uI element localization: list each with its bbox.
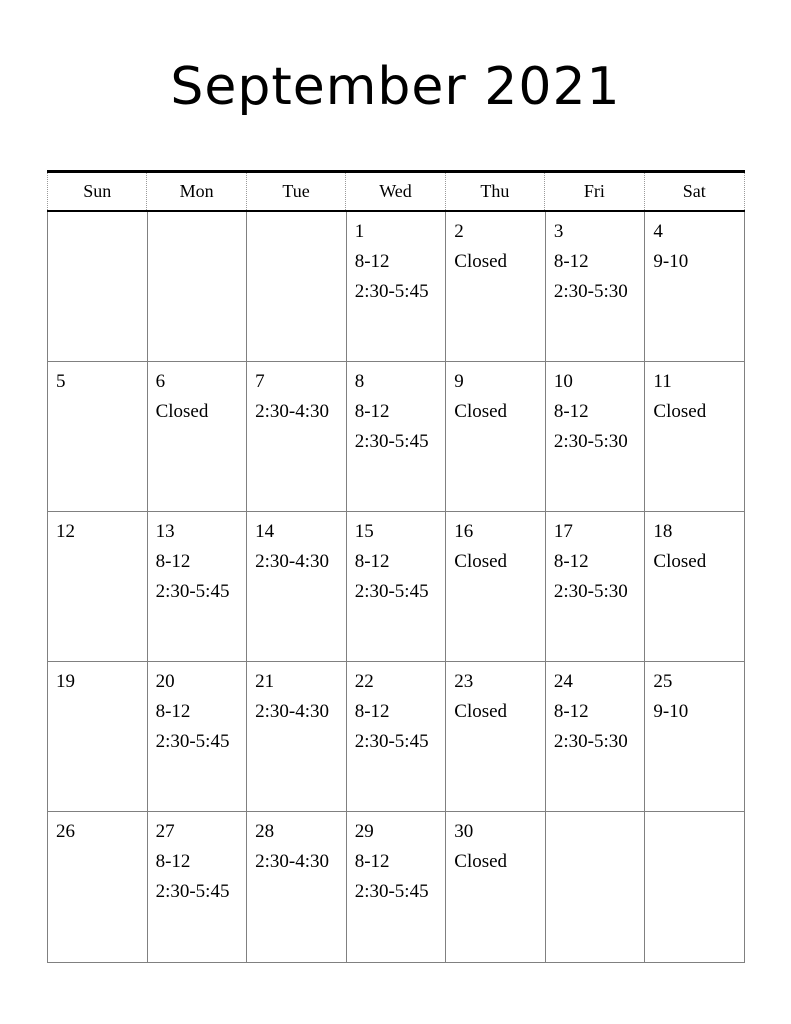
day-number: 25 <box>653 671 673 692</box>
page-title: September 2021 <box>170 57 621 117</box>
day-number: 18 <box>653 521 673 542</box>
day-cell <box>347 362 447 512</box>
day-cell <box>148 512 248 662</box>
day-cell <box>247 662 347 812</box>
day-grid <box>47 212 745 963</box>
day-cell <box>48 812 148 962</box>
day-number: 27 <box>155 821 175 842</box>
hours-text: 2:30-5:30 <box>553 581 628 602</box>
hours-text: 9-10 <box>653 701 689 722</box>
day-number: 8 <box>354 371 365 392</box>
day-number: 4 <box>653 221 663 242</box>
empty-day-cell <box>48 212 148 362</box>
day-cell <box>148 362 248 512</box>
day-cell <box>446 512 546 662</box>
day-number: 28 <box>255 821 275 842</box>
day-number: 21 <box>255 671 275 692</box>
weekday-thu: Thu <box>446 173 545 210</box>
hours-text: 8-12 <box>354 701 390 722</box>
day-number: 26 <box>56 821 75 842</box>
day-cell <box>546 212 646 362</box>
day-cell <box>446 662 546 812</box>
day-cell <box>48 662 148 812</box>
day-number: 13 <box>155 521 175 542</box>
day-number: 10 <box>553 371 573 392</box>
day-cell <box>546 512 646 662</box>
hours-text: 2:30-5:45 <box>155 581 230 602</box>
closed-label: Closed <box>454 851 508 872</box>
hours-text: 2:30-4:30 <box>255 851 330 872</box>
closed-label: Closed <box>653 551 707 572</box>
hours-text: 2:30-5:30 <box>553 731 628 752</box>
hours-text: 8-12 <box>155 551 191 572</box>
hours-text: 2:30-5:45 <box>155 881 230 902</box>
weekday-sat: Sat <box>682 181 706 201</box>
day-cell <box>446 812 546 962</box>
day-cell <box>247 512 347 662</box>
day-cell <box>446 212 546 362</box>
weekday-fri: Fri <box>545 173 644 210</box>
day-number: 3 <box>553 221 564 242</box>
day-cell <box>148 662 248 812</box>
day-number: 11 <box>653 371 672 392</box>
day-number: 6 <box>155 371 166 392</box>
hours-text: 2:30-5:45 <box>354 581 429 602</box>
day-number: 2 <box>454 221 464 242</box>
day-number: 5 <box>56 371 66 392</box>
closed-label: Closed <box>454 401 508 422</box>
closed-label: Closed <box>454 251 508 272</box>
hours-text: 8-12 <box>354 401 390 422</box>
hours-text: 8-12 <box>553 251 589 272</box>
empty-day-cell <box>148 212 248 362</box>
hours-text: 2:30-5:45 <box>354 281 429 302</box>
day-cell <box>645 512 745 662</box>
day-number: 20 <box>155 671 175 692</box>
empty-day-cell <box>247 212 347 362</box>
weekday-sun: Sun <box>48 173 147 210</box>
closed-label: Closed <box>653 401 707 422</box>
day-cell <box>446 362 546 512</box>
day-number: 30 <box>454 821 474 842</box>
empty-day-cell <box>645 812 745 962</box>
day-number: 12 <box>56 521 75 542</box>
day-cell <box>247 362 347 512</box>
day-number: 7 <box>255 371 265 392</box>
weekday-tue: Tue <box>247 173 346 210</box>
day-cell <box>347 662 447 812</box>
day-cell <box>347 512 447 662</box>
weekday-header <box>47 173 745 210</box>
empty-day-cell <box>546 812 646 962</box>
day-cell <box>645 662 745 812</box>
hours-text: 9-10 <box>653 251 689 272</box>
day-cell <box>347 812 447 962</box>
hours-text: 2:30-5:30 <box>553 281 628 302</box>
hours-text: 8-12 <box>553 551 589 572</box>
day-number: 14 <box>255 521 275 542</box>
day-cell <box>247 812 347 962</box>
day-cell <box>48 512 148 662</box>
closed-label: Closed <box>454 701 508 722</box>
hours-text: 2:30-5:45 <box>354 881 429 902</box>
day-cell <box>546 662 646 812</box>
hours-text: 8-12 <box>354 551 390 572</box>
day-number: 16 <box>454 521 474 542</box>
hours-text: 2:30-5:45 <box>155 731 230 752</box>
day-number: 9 <box>454 371 464 392</box>
day-number: 23 <box>454 671 474 692</box>
hours-text: 2:30-5:30 <box>553 431 628 452</box>
calendar <box>47 170 745 963</box>
day-cell <box>546 362 646 512</box>
hours-text: 8-12 <box>155 701 191 722</box>
hours-text: 2:30-4:30 <box>255 401 330 422</box>
day-number: 17 <box>553 521 573 542</box>
hours-text: 8-12 <box>155 851 191 872</box>
hours-text: 2:30-5:45 <box>354 731 429 752</box>
weekday-wed: Wed <box>346 173 445 210</box>
hours-text: 2:30-4:30 <box>255 701 330 722</box>
day-number: 24 <box>553 671 573 692</box>
closed-label: Closed <box>454 551 508 572</box>
hours-text: 8-12 <box>354 851 390 872</box>
day-number: 15 <box>354 521 374 542</box>
hours-text: 2:30-4:30 <box>255 551 330 572</box>
hours-text: 2:30-5:45 <box>354 431 429 452</box>
closed-label: Closed <box>155 401 209 422</box>
hours-text: 8-12 <box>553 701 589 722</box>
day-cell <box>645 362 745 512</box>
day-number: 22 <box>354 671 374 692</box>
day-number: 29 <box>354 821 374 842</box>
hours-text: 8-12 <box>553 401 589 422</box>
hours-text: 8-12 <box>354 251 390 272</box>
day-number: 1 <box>354 221 365 242</box>
day-cell <box>645 212 745 362</box>
day-number: 19 <box>56 671 75 692</box>
day-cell <box>148 812 248 962</box>
day-cell <box>48 362 148 512</box>
weekday-mon: Mon <box>147 173 246 210</box>
day-cell <box>347 212 447 362</box>
